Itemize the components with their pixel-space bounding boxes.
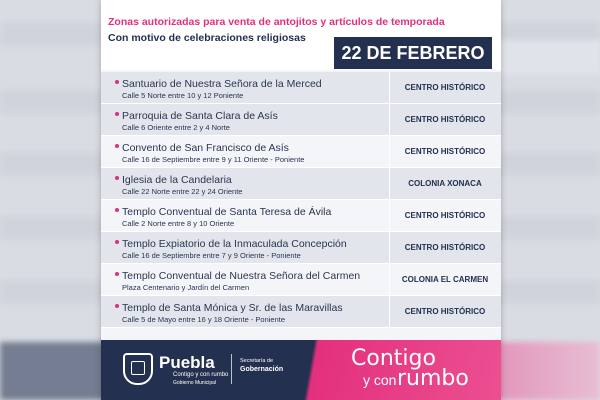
bullet-icon [115,304,119,308]
place-name: Templo Conventual de Santa Teresa de Ávila [122,206,332,218]
headline: Zonas autorizadas para venta de antojitos y artículos de temporada [108,16,445,28]
place-name: Iglesia de la Candelaria [122,174,232,186]
footer-banner [101,340,501,400]
place-name: Parroquia de Santa Clara de Asís [122,110,278,122]
divider [389,104,390,136]
municipal-seal-icon [123,353,153,385]
place-address: Plaza Centenario y Jardín del Carmen [122,283,250,292]
divider [389,232,390,264]
place-name: Templo Expiatorio de la Inmaculada Concepción [122,238,347,250]
place-address: Calle 6 Oriente entre 2 y 4 Norte [122,123,230,132]
bullet-icon [115,80,119,84]
table-row [101,104,501,136]
divider [389,264,390,296]
table-row [101,72,501,104]
divider [389,168,390,200]
bullet-icon [115,272,119,276]
slogan-line-3: rumbo [397,366,469,391]
place-name: Convento de San Francisco de Asís [122,142,289,154]
infographic-card [101,0,501,400]
zone-label: COLONIA XONACA [408,179,482,188]
zones-table [101,72,501,328]
slogan-line-1: Contigo [351,346,436,371]
place-address: Calle 2 Norte entre 8 y 10 Oriente [122,219,235,228]
divider [389,200,390,232]
divider [389,72,390,104]
bullet-icon [115,208,119,212]
divider [389,296,390,328]
table-row [101,136,501,168]
logo-tagline: Contigo y con rumbo [173,372,229,378]
subhead: Con motivo de celebraciones religiosas [108,32,306,44]
zone-label: CENTRO HISTÓRICO [404,83,486,92]
place-address: Calle 5 de Mayo entre 16 y 18 Oriente - Poniente [122,315,286,324]
puebla-logo: Puebla [159,353,215,372]
bullet-icon [115,144,119,148]
table-row [101,200,501,232]
zone-label: CENTRO HISTÓRICO [404,211,486,220]
table-row [101,232,501,264]
secretaria-name: Gobernación [240,366,284,373]
place-address: Calle 16 de Septiembre entre 9 y 11 Oriente - Poniente [122,155,305,164]
zone-label: CENTRO HISTÓRICO [404,307,486,316]
bullet-icon [115,176,119,180]
zone-label: CENTRO HISTÓRICO [404,147,486,156]
place-name: Santuario de Nuestra Señora de la Merced [122,78,322,90]
table-row [101,264,501,296]
place-name: Templo de Santa Mónica y Sr. de las Maravillas [122,302,343,314]
header [101,0,501,70]
place-address: Calle 16 de Septiembre entre 7 y 9 Oriente - Poniente [122,251,301,260]
logo-divider [231,354,232,384]
bullet-icon [115,112,119,116]
place-name: Templo Conventual de Nuestra Señora del Carmen [122,270,361,282]
zone-label: CENTRO HISTÓRICO [404,115,486,124]
divider [389,136,390,168]
date-badge: 22 DE FEBRERO [334,37,492,69]
place-address: Calle 5 Norte entre 10 y 12 Poniente [122,91,244,100]
table-row [101,168,501,200]
secretaria-label: Secretaría de [240,358,274,364]
slogan-line-2: y con [363,372,397,388]
zone-label: CENTRO HISTÓRICO [404,243,486,252]
zone-label: COLONIA EL CARMEN [401,275,489,284]
place-address: Calle 22 Norte entre 22 y 24 Oriente [122,187,243,196]
table-row [101,296,501,328]
bullet-icon [115,240,119,244]
logo-government: Gobierno Municipal [173,380,217,386]
